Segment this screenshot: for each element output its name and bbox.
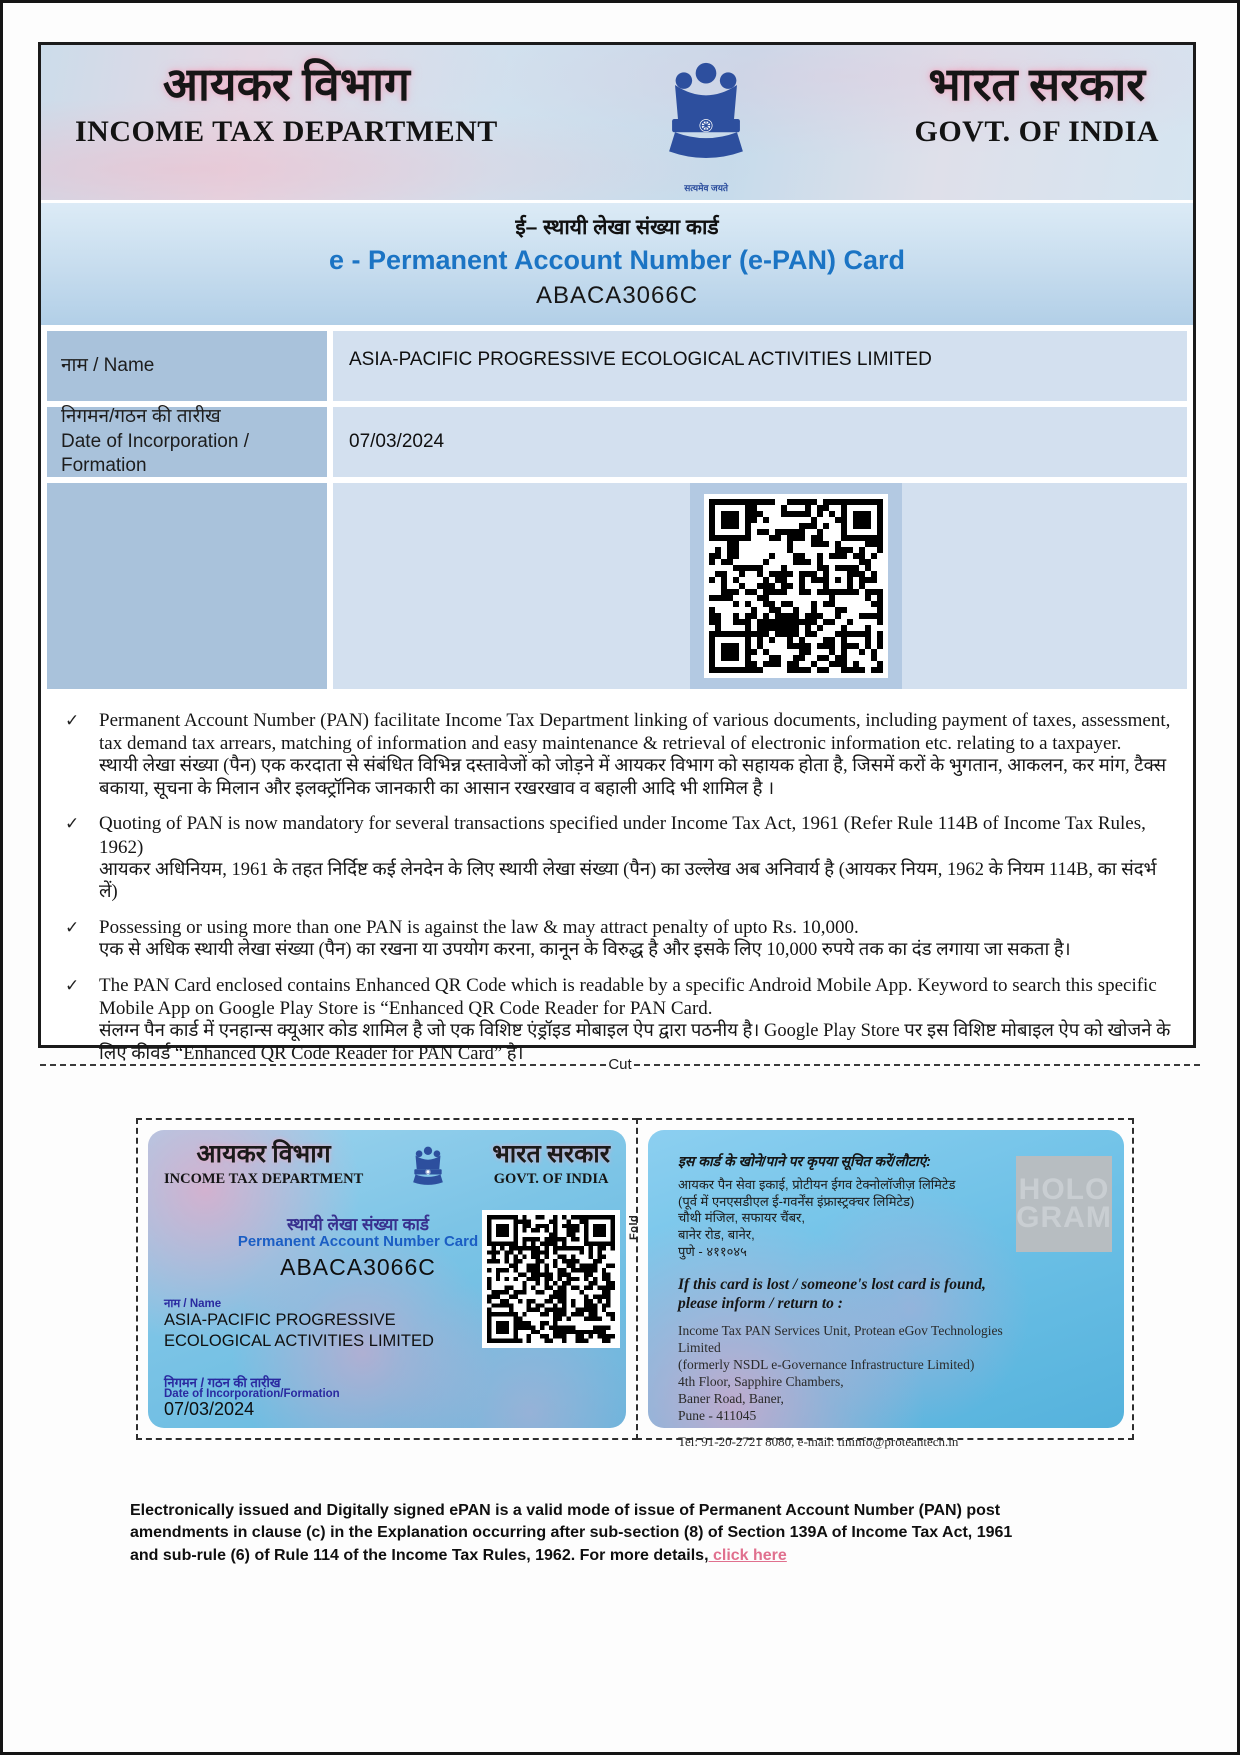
qr-value-cell: [333, 483, 1187, 689]
return-address-english-line: Pune - 411045: [678, 1407, 757, 1423]
note-hindi: स्थायी लेखा संख्या (पैन) एक करदाता से संबंधित विभिन्न दस्तावेजों को जोड़ने में आयकर विभाग को सहायक होता है, जिसमें करों के भुगतान, आकलन, कर मांग, टैक्स बकाया, सूचना के मिलान और इलक्ट्रॉनिक जानकारी का आसान रखरखाव व बहाली आदि भी शामिल है ।: [99, 756, 1167, 799]
name-label-cell: [47, 331, 327, 401]
checkmark-icon: ✓: [65, 711, 80, 731]
pan-card-front: [148, 1130, 626, 1428]
qr-code-card: [482, 1210, 620, 1348]
fold-label: Fold: [628, 1214, 640, 1240]
card-pan-number: ABACA3066C: [280, 1254, 436, 1280]
hologram-text-line1: HOLO: [1018, 1172, 1110, 1206]
epan-title-hindi: ई– स्थायी लेखा संख्या कार्ड: [515, 216, 719, 239]
pan-card-back: [648, 1130, 1124, 1449]
dept-title-hindi: आयकर विभाग: [162, 59, 410, 110]
note-hindi: आयकर अधिनियम, 1961 के तहत निर्दिष्ट कई लेनदेन के लिए स्थायी लेखा संख्या (पैन) का उल्लेख अब अनिवार्य है (आयकर नियम, 1962 के नियम 114B, का संदर्भ लें): [99, 859, 1157, 903]
card-name-line1: ASIA-PACIFIC PROGRESSIVE: [164, 1311, 396, 1329]
card-name-value: [164, 1310, 434, 1351]
govt-block: [914, 61, 1159, 149]
details-table: [41, 325, 1193, 695]
list-item: [65, 974, 1173, 1065]
return-address-hindi-line: (पूर्व में एनएसडीएल ई-गवर्नेंस इंफ्रास्ट्रक्चर लिमिटेड): [678, 1193, 915, 1209]
return-address-hindi-line: चौथी मंजिल, सफायर चैंबर,: [678, 1210, 805, 1226]
note-english: Quoting of PAN is now mandatory for several transactions specified under Income Tax Act, 1961 (Refer Rule 114B of Income Tax Rules, 1962): [99, 813, 1146, 858]
hologram-text-line2: GRAM: [1016, 1201, 1112, 1234]
ashoka-emblem-icon: [409, 1142, 447, 1194]
ashoka-emblem-icon: [658, 57, 754, 175]
qr-label-cell: [47, 483, 327, 689]
name-value: ASIA-PACIFIC PROGRESSIVE ECOLOGICAL ACTIVITIES LIMITED: [349, 349, 932, 370]
list-item: [65, 709, 1173, 800]
doi-label-hindi: निगमन/गठन की तारीख: [61, 405, 221, 427]
doi-value-cell: [333, 407, 1187, 477]
card-name-line2: ECOLOGICAL ACTIVITIES LIMITED: [164, 1331, 434, 1350]
name-value-cell: [333, 331, 1187, 401]
note-english: The PAN Card enclosed contains Enhanced QR Code which is readable by a specific Android Mobile App. Keyword to search this specific Mobile App on Google Play Store is “Enhanced QR Code Reader for PAN Card.: [99, 974, 1157, 1019]
return-heading-hindi: इस कार्ड के खोने/पाने पर कृपया सूचित करें/लौटाएं:: [678, 1153, 931, 1169]
card-doi-value: 07/03/2024: [164, 1399, 255, 1419]
emblem-block: [658, 57, 754, 194]
card-doi-label-english: Date of Incorporation/Formation: [164, 1388, 340, 1400]
card-name-label: नाम / Name: [164, 1298, 222, 1310]
note-hindi: एक से अधिक स्थायी लेखा संख्या (पैन) का रखना या उपयोग करना, कानून के विरुद्ध है और इसके लिए 10,000 रुपये तक का दंड लगाया जा सकता है।: [99, 940, 1071, 961]
lost-card-line2: please inform / return to :: [678, 1295, 843, 1313]
govt-title-english: GOVT. OF INDIA: [914, 115, 1159, 149]
checkmark-icon: ✓: [65, 917, 80, 938]
notes-list: [41, 695, 1193, 1065]
cut-label: Cut: [608, 1056, 632, 1073]
click-here-link[interactable]: click here: [708, 1546, 787, 1564]
list-item: [65, 812, 1173, 903]
card-title-hindi: स्थायी लेखा संख्या कार्ड: [286, 1215, 430, 1234]
header-banner: [41, 45, 1193, 203]
checkmark-icon: ✓: [65, 975, 80, 996]
return-address-english-line: Income Tax PAN Services Unit, Protean eGov Technologies Limited: [678, 1322, 1003, 1355]
doi-label-cell: [47, 407, 327, 477]
footer-disclaimer: [130, 1500, 1014, 1567]
cut-line: [40, 1056, 1200, 1073]
return-address-english-line: (formerly NSDL e-Governance Infrastructure Limited): [678, 1356, 975, 1372]
footer-text: Electronically issued and Digitally signed ePAN is a valid mode of issue of Permanent Account Number (PAN) post amendments in clause (c) in the Explanation occurring after sub-section (8) of Section 139A of Income Tax Act, 1961 and sub-rule (6) of Rule 114 of the Income Tax Rules, 1962. For more details,: [130, 1502, 1013, 1564]
card-title-english: Permanent Account Number Card: [237, 1233, 479, 1250]
card-doi-label-hindi: निगमन / गठन की तारीख: [164, 1375, 281, 1390]
return-address-hindi-line: बानेर रोड, बानेर,: [678, 1226, 755, 1242]
card-dept-hindi: आयकर विभाग: [196, 1141, 331, 1168]
epan-document: [38, 42, 1196, 1064]
name-label: नाम / Name: [61, 354, 155, 376]
return-address-hindi-line: आयकर पैन सेवा इकाई, प्रोटीयन ईगव टेक्नोलॉजीज़ लिमिटेड: [678, 1177, 956, 1192]
note-english: Permanent Account Number (PAN) facilitate Income Tax Department linking of various documents, including payment of taxes, assessment, tax demand tax arrears, matching of information and easy maintenance & retrieval of electronic information etc. relating to a taxpayer.: [99, 710, 1171, 755]
epan-title-banner: [41, 203, 1193, 325]
dept-block: [75, 61, 498, 149]
qr-code-card-image: [487, 1215, 615, 1343]
checkmark-icon: ✓: [65, 814, 80, 835]
pan-number: ABACA3066C: [535, 282, 699, 309]
hologram-patch: [1016, 1156, 1112, 1252]
doi-value: 07/03/2024: [349, 431, 445, 452]
govt-title-hindi: भारत सरकार: [928, 59, 1146, 110]
contact-line: Tel: 91-20-2721 8080, e-mail: tininfo@proteantech.in: [678, 1433, 959, 1449]
qr-background: [690, 483, 902, 689]
card-govt-hindi: भारत सरकार: [492, 1141, 610, 1168]
card-dept-english: INCOME TAX DEPARTMENT: [164, 1171, 364, 1187]
qr-code-main-image: [709, 499, 883, 673]
return-address-english-line: 4th Floor, Sapphire Chambers,: [678, 1373, 844, 1389]
card-dept-block: [164, 1142, 363, 1188]
lost-card-notice: [678, 1276, 1004, 1314]
doi-label-english: Date of Incorporation / Formation: [61, 430, 249, 477]
card-govt-english: GOVT. OF INDIA: [493, 1171, 609, 1187]
lost-card-line1: If this card is lost / someone's lost card is found,: [678, 1276, 986, 1294]
card-front-cutout: [136, 1118, 638, 1440]
card-back-cutout: [636, 1118, 1134, 1449]
note-hindi: संलग्न पैन कार्ड में एनहान्स क्यूआर कोड शामिल है जो एक विशिष्ट एंड्रॉइड मोबाइल ऐप द्वारा पठनीय है। Google Play Store पर इस विशिष्ट मोबाइल ऐप को खोजने के लिए कीवर्ड “Enhanced QR Code Reader for PAN Card” है।: [99, 1021, 1171, 1064]
note-english: Possessing or using more than one PAN is against the law & may attract penalty of upto Rs. 10,000.: [99, 916, 859, 938]
return-address-hindi-line: पुणे - ४११०४५: [678, 1243, 747, 1259]
epan-title-english: e - Permanent Account Number (e-PAN) Card: [328, 245, 906, 275]
return-address-english-line: Baner Road, Baner,: [678, 1390, 784, 1406]
qr-code-main: [704, 494, 888, 678]
dept-title-english: INCOME TAX DEPARTMENT: [75, 115, 498, 149]
emblem-motto: सत्यमेव जयते: [684, 183, 729, 193]
card-govt-block: [492, 1142, 610, 1188]
list-item: [65, 916, 1173, 962]
